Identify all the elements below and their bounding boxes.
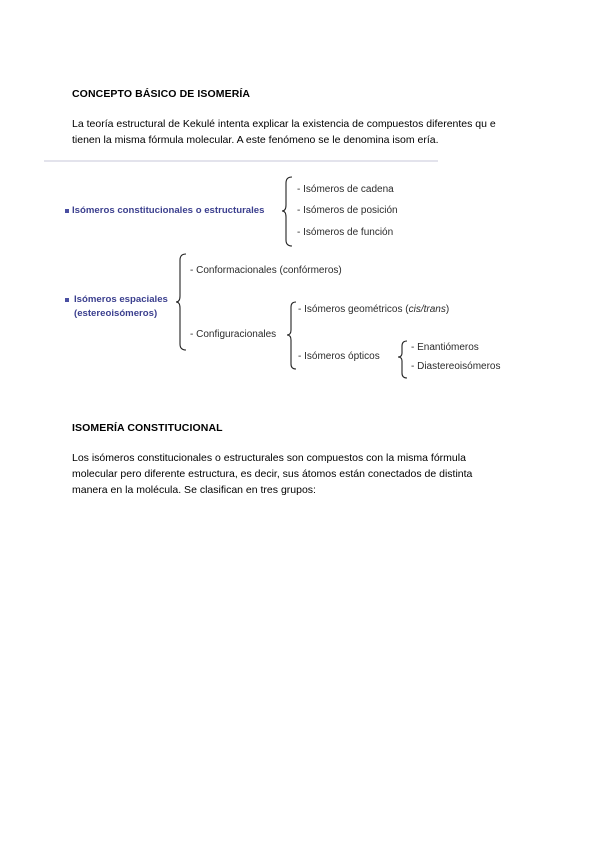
label-spatial-sub: (estereoisómeros) bbox=[74, 308, 158, 319]
brace-constitutional bbox=[282, 177, 292, 246]
label-configurational: - Configuracionales bbox=[190, 329, 277, 340]
constitutional-paragraph bbox=[72, 450, 532, 498]
brace-optical bbox=[398, 341, 407, 378]
label-diastereoisomers: - Diastereoisómeros bbox=[411, 361, 501, 372]
paragraph-line: molecular pero diferente estructura, es decir, sus átomos están conectados de distinta bbox=[72, 468, 473, 480]
label-chain-isomers: - Isómeros de cadena bbox=[297, 184, 394, 195]
label-function-isomers: - Isómeros de función bbox=[297, 227, 394, 238]
label-geometric-isomers bbox=[298, 304, 449, 315]
paragraph-line: manera en la molécula. Se clasifican en tres grupos: bbox=[72, 484, 316, 496]
bullet-spatial bbox=[65, 298, 69, 302]
label-constitutional: Isómeros constitucionales o estructurales bbox=[72, 205, 265, 216]
label-optical-isomers: - Isómeros ópticos bbox=[298, 351, 380, 362]
label-position-isomers: - Isómeros de posición bbox=[297, 205, 398, 216]
brace-configurational bbox=[287, 302, 296, 369]
label-spatial: Isómeros espaciales bbox=[74, 294, 168, 305]
label-enantiomers: - Enantiómeros bbox=[411, 342, 479, 353]
geometric-suffix: ) bbox=[445, 304, 450, 315]
brace-spatial bbox=[176, 254, 186, 350]
section-heading-constitucional: ISOMERÍA CONSTITUCIONAL bbox=[72, 422, 223, 434]
paragraph-line: tienen la misma fórmula molecular. A este fenómeno se le denomina isom ería. bbox=[72, 134, 439, 146]
geometric-prefix: - Isómeros geométricos ( bbox=[298, 304, 409, 315]
label-conformational: - Conformacionales (confórmeros) bbox=[190, 265, 342, 276]
bullet-constitutional bbox=[65, 209, 69, 213]
section-heading-concepto: CONCEPTO BÁSICO DE ISOMERÍA bbox=[72, 88, 251, 100]
paragraph-line: La teoría estructural de Kekulé intenta explicar la existencia de compuestos diferentes qu e bbox=[72, 118, 496, 130]
paragraph-line: Los isómeros constitucionales o estructurales son compuestos con la misma fórmula bbox=[72, 452, 466, 464]
geometric-italic: cis/trans bbox=[408, 304, 446, 315]
